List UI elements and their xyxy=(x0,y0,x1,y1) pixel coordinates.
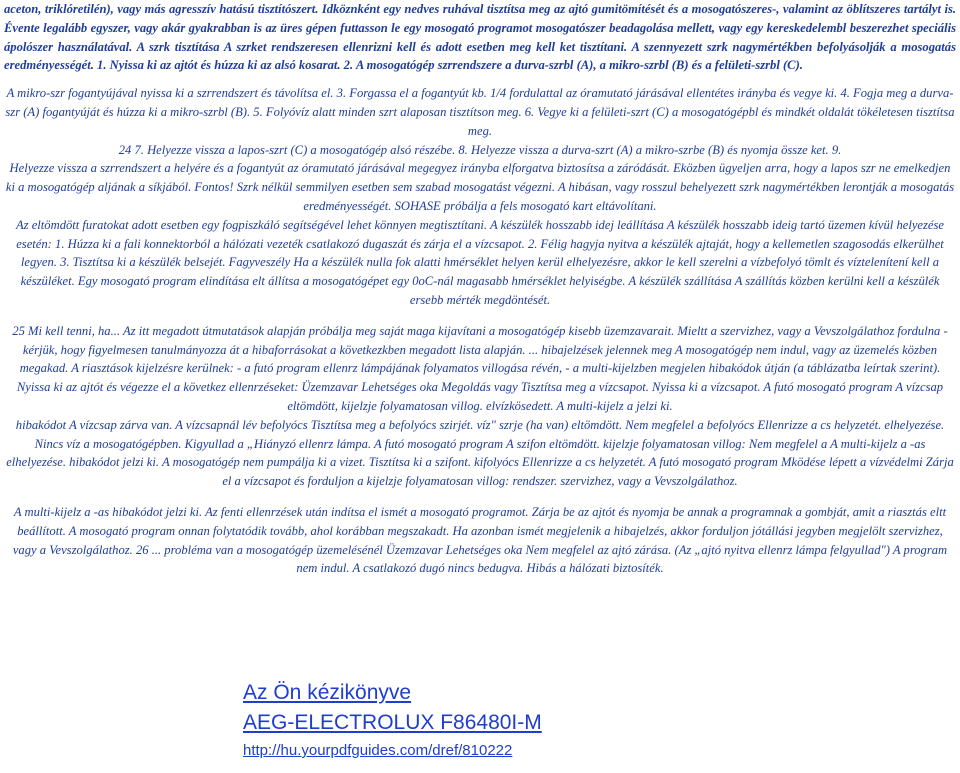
paragraph-checks-drain: Nincs víz a mosogatógépben. Kigyullad a „Hiányzó ellenrz lámpa. A futó mosogató program A szifon eltömdött. kijelzje folyamatosan villog: Nem megfelel a A multi-kijelz a -as elhelyezése. hibakódot jelzi ki. A mosogatógép nem pumpálja ki a vizet. Tisztítsa ki a szifont. kifolyócs Ellenrizze a cs helyzetét. A futó mosogató program Mködése lépett a vízvédelmi Zárja el a vízcsapot és forduljon a kijelzje folyamatosan villog: rendszer. szervizhez, vagy a Vevszolgálathoz. xyxy=(6,436,954,489)
paragraph-cleaning-filters: aceton, triklóretilén), vagy más agresszív hatású tisztítószert. Idköznként egy nedves ruhával tisztítsa meg az ajtó gumitömítését és a mosogatószeres-, valamint az öblítszeres tartályt is. Évente legalább egyszer, vagy akár gyakrabban is az üres gépen futtasson le egy mosogató programot mosogatószer beadagolása mellett, vagy egy kereskedelembl beszerezhet speciális ápolószer használatával. A szrk tisztítása A szrket rendszeresen ellenrizni kell és adott esetben meg kell ket tisztítani. A szennyezett szrk nagymértékben befolyásolják a mosogatás eredményességét. 1. Nyissa ki az ajtót és húzza ki az alsó kosarat. 2. A mosogatógép szrrendszere a durva-szrbl (A), a mikro-szrbl (B) és a felületi-szrbl (C). xyxy=(4,2,956,73)
paragraph-filter-steps: A mikro-szr fogantyújával nyissa ki a szrrendszert és távolítsa el. 3. Forgassa el a fogantyút kb. 1/4 fordulattal az óramutató járásával ellentétes irányba és vegye ki. 4. Fogja meg a durva-szr (A) fogantyúját és húzza ki a mikro-szrbl (B). 5. Folyóvíz alatt minden szrt alaposan tisztítson meg. 6. Vegye ki a felületi-szrt (C) a mosogatógépbl és mindkét oldalát tökéletesen tisztítsa meg. xyxy=(5,86,955,138)
footer-links xyxy=(243,678,542,764)
manual-title-link[interactable]: Az Ön kézikönyve xyxy=(243,681,412,704)
model-link[interactable]: AEG-ELECTROLUX F86480I-M xyxy=(243,711,542,734)
url-link[interactable]: http://hu.yourpdfguides.com/dref/810222 xyxy=(243,742,513,759)
paragraph-troubleshooting-intro: 25 Mi kell tenni, ha... Az itt megadott útmutatások alapján próbálja meg saját maga kijavítani a mosogatógép kisebb üzemzavarait. Mieltt a szervizhez, vagy a Vevszolgálathoz fordulna - kérjük, hogy figyelmesen tanulmányozza át a hibaforrásokat a következkben megadott lista alapján. ... hibajelzések jelennek meg A mosogatógép nem indul, vagy az üzemelés közben megakad. A riasztások kijelzésre kerülnek: - a futó program ellenrz lámpájának folyamatos villogása révén, - a multi-kijelzben megjelen hibakódok útján (a táblázatba leírtak szerint). xyxy=(12,323,948,376)
paragraph-checks-inlet-hose: hibakódot A vízcsap zárva van. A vízcsapnál lév befolyócs Tisztítsa meg a befolyócs szirjét. víz" szrje (ha van) eltömdött. Nem megfelel a befolyócs Ellenrizze a cs helyzetét. elhelyezése. xyxy=(15,417,945,432)
paragraph-filter-reinsert: Helyezze vissza a szrrendszert a helyére és a fogantyút az óramutató járásával megegyez irányba elforgatva biztosítsa a záródását. Eközben ügyeljen arra, hogy a lapos szr ne emelkedjen ki a mosogatógép aljának a síkjából. Fontos! Szrk nélkül semmilyen esetben sem szabad mosogatást végezni. A hibásan, vagy rosszul behelyezett szrk nagymértékben lerontják a mosogatás eredményességét. SOHASE próbálja a fels mosogató kart eltávolítani. xyxy=(5,161,955,213)
paragraph-filter-steps-continued: 24 7. Helyezze vissza a lapos-szrt (C) a mosogatógép alsó részébe. 8. Helyezze vissza a durva-szrt (A) a mikro-szrbe (B) és nyomja össze ket. 9. xyxy=(118,142,842,157)
paragraph-restart-program: A multi-kijelz a -as hibakódot jelzi ki. Az fenti ellenrzések után indítsa el ismét a mosogató programot. Zárja be az ajtót és nyomja be annak a programnak a gombját, amit a riasztás eltt beállított. A mosogató program onnan folytatódik tovább, ahol korábban megszakadt. Ha azonban ismét megjelenik a hibajelzés, akkor forduljon jótállási jegyben megjelölt szervizhez, vagy a Vevszolgálathoz. 26 ... probléma van a mosogatógép üzemelésénél Üzemzavar Lehetséges oka Nem megfelel az ajtó zárása. (Az „ajtó nyitva ellenrz lámpa felgyullad") A program nem indul. A csatlakozó dugó nincs bedugva. Hibás a hálózati biztosíték. xyxy=(12,504,948,576)
paragraph-long-term-storage: Az eltömdött furatokat adott esetben egy fogpiszkáló segítségével lehet könnyen megtisztítani. A készülék hosszabb idej leállítása A készülék hosszabb ideig tartó üzemen kívül helyezése esetén: 1. Húzza ki a fali konnektorból a hálózati vezeték csatlakozó dugaszát és zárja el a vízcsapot. 2. Félig hagyja nyitva a készülék ajtaját, hogy a kellemetlen szagosodás elkerülhet legyen. 3. Tisztítsa ki a készülék belsejét. Fagyveszély Ha a készülék nulla fok alatti hmérséklet helyen kerül elhelyezésre, akkor le kell szerelni a vízbefolyó tömlt és víztelenítení kell a készüléket. Egy mosogató program elindítása elt állítsa a mosogatógépet egy 0oC-nál magasabb hmérséklet helyiségbe. A készülék szállítása A szállítás közben kerülni kell a készülék ersebb mérték megdöntését. xyxy=(15,217,945,307)
paragraph-checks-water-tap: Nyissa ki az ajtót és végezze el a következ ellenrzéseket: Üzemzavar Lehetséges oka Megoldás vagy Tisztítsa meg a vízcsapot. Nyissa ki a vízcsapot. A futó mosogató program A vízcsap eltömdött, kijelzje folyamatosan villog. elvízkösedett. A multi-kijelz a jelzi ki. xyxy=(16,380,944,413)
